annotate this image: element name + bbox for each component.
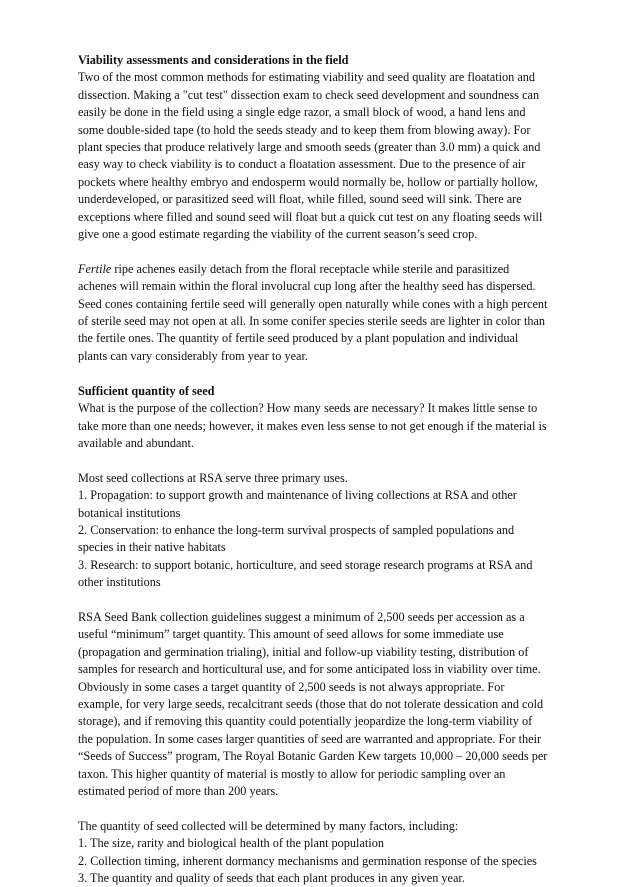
guidelines-section: [78, 609, 548, 800]
viability-heading: Viability assessments and considerations in the field: [78, 53, 349, 67]
sufficient-paragraph: What is the purpose of the collection? How many seeds are necessary? It makes little sense to take more than one needs; however, it makes even less sense to not get enough if the material is available and abundant.: [78, 401, 547, 450]
fertile-paragraph: [78, 261, 548, 365]
viability-section: [78, 52, 548, 243]
fertile-section: [78, 261, 548, 365]
list-item: 3. The quantity and quality of seeds that each plant produces in any given year.: [78, 871, 465, 886]
fertile-lead-word: Fertile: [78, 261, 112, 276]
list-item: 1. The size, rarity and biological health of the plant population: [78, 836, 384, 851]
uses-section: [78, 470, 548, 592]
factors-intro: The quantity of seed collected will be determined by many factors, including:: [78, 818, 459, 833]
factors-section: [78, 818, 548, 887]
uses-intro: Most seed collections at RSA serve three primary uses.: [78, 470, 348, 485]
list-item: 3. Research: to support botanic, horticulture, and seed storage research programs at RSA and other institutions: [78, 557, 533, 590]
list-item: 2. Conservation: to enhance the long-term survival prospects of sampled populations and species in their native habitats: [78, 522, 515, 555]
sufficient-heading: Sufficient quantity of seed: [78, 383, 215, 398]
list-item: 1. Propagation: to support growth and maintenance of living collections at RSA and other botanical institutions: [78, 488, 517, 520]
sufficient-section: [78, 383, 548, 453]
uses-list: [78, 487, 548, 591]
guidelines-paragraph: RSA Seed Bank collection guidelines suggest a minimum of 2,500 seeds per accession as a useful “minimum” target quantity. This amount of seed allows for some immediate use (propagation and germination trialing), initial and follow-up viability testing, distribution of samples for research and horticultural use, and for some anticipated loss in viability over time. Obviously in some cases a target quantity of 2,500 seeds is not always appropriate. For example, for very large seeds, recalcitrant seeds (those that do not tolerate dessication and cold storage), and if removing this quantity could potentially jeopardize the long-term viability of the population. In some cases larger quantities of seed are warranted and appropriate. For their “Seeds of Success” program, The Royal Botanic Garden Kew targets 10,000 – 20,000 seeds per taxon. This higher quantity of material is mostly to allow for periodic sampling over an estimated period of more than 200 years.: [78, 609, 548, 798]
fertile-paragraph-text: ripe achenes easily detach from the floral receptacle while sterile and parasitized achenes will remain within the floral involucral cup long after the healthy seed has dispersed. Seed cones containing fertile seed will generally open naturally while cones with a high percent of sterile seed may not open at all. In some conifer species sterile seeds are lighter in color than the fertile ones. The quantity of fertile seed produced by a plant population and individual plants can vary considerably from year to year.: [78, 261, 548, 363]
list-item: 2. Collection timing, inherent dormancy mechanisms and germination response of the species: [78, 853, 537, 868]
factors-list: [78, 835, 548, 887]
viability-paragraph: Two of the most common methods for estimating viability and seed quality are floatation and dissection. Making a "cut test" dissection exam to check seed development and soundness can easily be done in the field using a single edge razor, a small block of wood, a hand lens and some double-sided tape (to hold the seeds steady and to keep them from blowing away). For plant species that produce relatively large and smooth seeds (greater than 3.0 mm) a quick and easy way to check viability is to conduct a floatation assessment. Due to the presence of air pockets where healthy embryo and endosperm would normally be, hollow or partially hollow, underdeveloped, or parasitized seed will float, while filled, sound seed will sink. There are exceptions where filled and sound seed will float but a quick cut test on any floating seeds will give one a good estimate regarding the viability of the current season’s seed crop.: [78, 70, 543, 242]
